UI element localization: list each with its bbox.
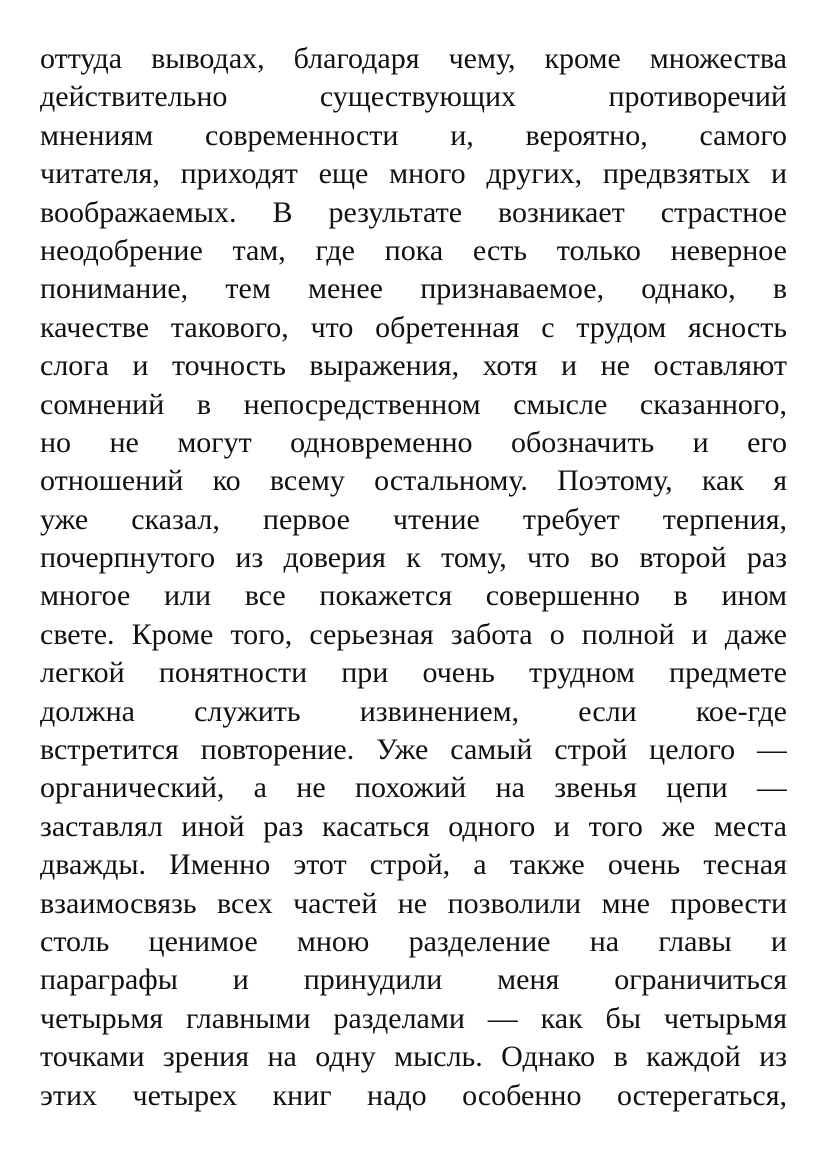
text-line: заставлял иной раз касаться одного и того же места: [40, 809, 787, 843]
text-line: действительно существующих противоречий: [40, 80, 787, 114]
text-line: дважды. Именно этот строй, а также очень тесная: [40, 848, 787, 882]
text-line: отношений ко всему остальному. Поэтому, как я: [40, 464, 787, 498]
text-line: воображаемых. В результате возникает страстное: [40, 195, 787, 229]
text-line: качестве такового, что обретенная с трудом ясность: [40, 310, 787, 344]
text-line: сомнений в непосредственном смысле сказанного,: [40, 387, 787, 421]
document-page: [40, 40, 787, 1115]
text-line: столь ценимое мною разделение на главы и: [40, 924, 787, 958]
text-line: уже сказал, первое чтение требует терпения,: [40, 502, 787, 536]
text-line: мнениям современности и, вероятно, самого: [40, 118, 787, 152]
text-line: точками зрения на одну мысль. Однако в каждой из: [40, 1040, 787, 1074]
text-line: свете. Кроме того, серьезная забота о полной и даже: [40, 617, 787, 651]
text-line: легкой понятности при очень трудном предмете: [40, 656, 787, 690]
text-line: оттуда выводах, благодаря чему, кроме множества: [40, 42, 787, 75]
text-line: взаимосвязь всех частей не позволили мне провести: [40, 886, 787, 920]
text-line: должна служить извинением, если кое-где: [40, 694, 787, 728]
text-line: параграфы и принудили меня ограничиться: [40, 963, 787, 997]
text-line: четырьмя главными разделами — как бы четырьмя: [40, 1001, 787, 1035]
text-line: читателя, приходят еще много других, предвзятых и: [40, 157, 787, 191]
text-line: понимание, тем менее признаваемое, однако, в: [40, 272, 787, 306]
text-line: многое или все покажется совершенно в ином: [40, 579, 787, 613]
text-line: почерпнутого из доверия к тому, что во второй раз: [40, 541, 787, 575]
text-line: встретится повторение. Уже самый строй целого —: [40, 733, 787, 767]
text-line: но не могут одновременно обозначить и его: [40, 425, 787, 459]
text-line: этих четырех книг надо особенно остерегаться,: [40, 1078, 787, 1112]
text-line: неодобрение там, где пока есть только неверное: [40, 233, 787, 267]
text-line: органический, а не похожий на звенья цепи —: [40, 771, 787, 805]
text-line: слога и точность выражения, хотя и не оставляют: [40, 349, 787, 383]
